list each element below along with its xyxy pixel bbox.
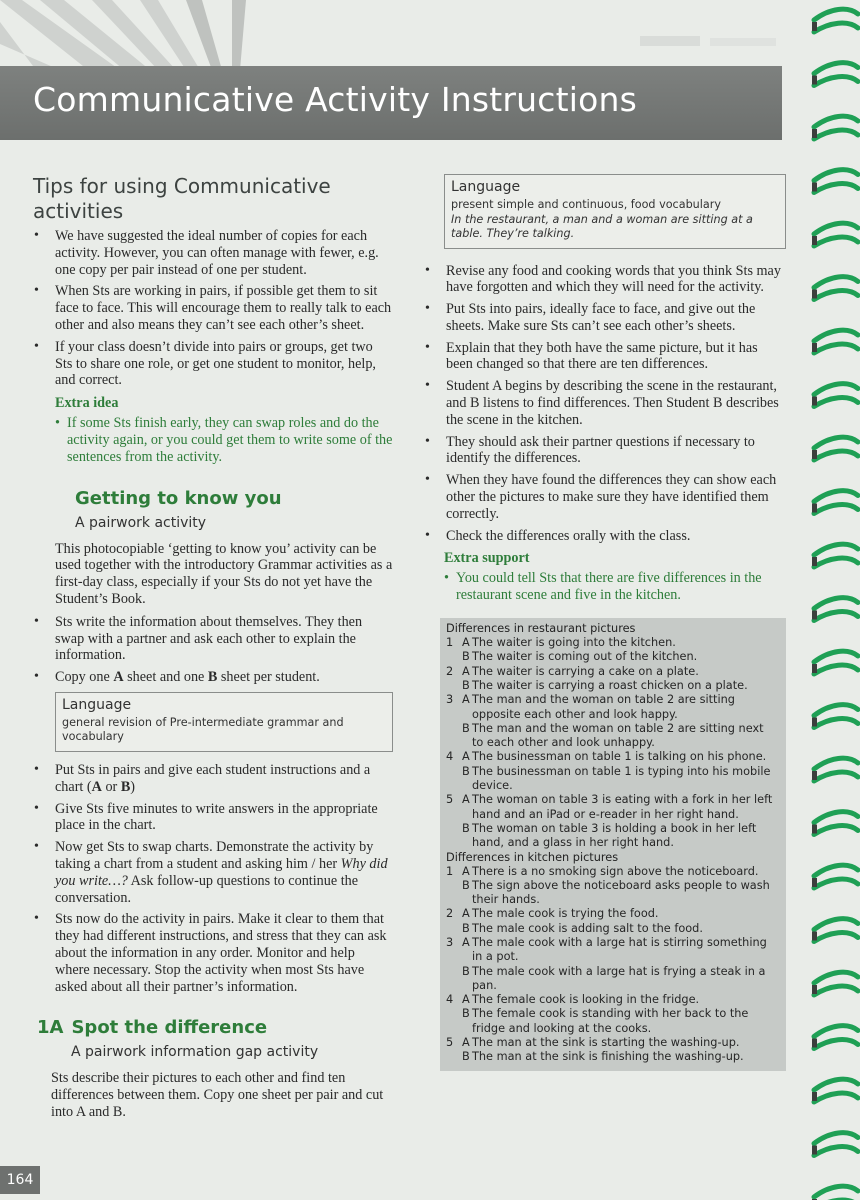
list-item: • Check the differences orally with the class. bbox=[424, 528, 786, 545]
spot-difference-subtitle: A pairwork information gap activity bbox=[71, 1044, 319, 1061]
difference-row bbox=[446, 679, 778, 693]
binding-hole bbox=[812, 878, 817, 887]
binding-hole bbox=[812, 504, 817, 513]
binding-ring bbox=[814, 9, 858, 32]
restaurant-differences-heading: Differences in restaurant pictures bbox=[446, 622, 636, 636]
copy-text-a: A bbox=[113, 669, 124, 686]
right-column bbox=[424, 174, 786, 1071]
binding-hole bbox=[812, 397, 817, 406]
language-box-spot bbox=[444, 174, 786, 249]
binding-hole bbox=[812, 985, 817, 994]
difference-number: 4 bbox=[446, 993, 454, 1007]
binding-ring bbox=[814, 544, 858, 567]
copy-text-mid: sheet and one bbox=[123, 669, 208, 686]
binding-ring bbox=[814, 812, 858, 835]
chart-text-b: B bbox=[120, 778, 131, 795]
language-heading: Language bbox=[451, 179, 521, 195]
language-heading: Language bbox=[62, 696, 132, 713]
extra-idea-list bbox=[55, 415, 393, 465]
list-item: • Revise any food and cooking words that you think Sts may have forgotten and which they will need for the activity. bbox=[424, 263, 786, 297]
swap-text-italic: Why did you write…? bbox=[55, 855, 388, 889]
difference-text: The female cook is standing with her back to the fridge and looking at the cooks. bbox=[472, 1007, 749, 1035]
binding-hole bbox=[812, 129, 817, 138]
difference-number: 2 bbox=[446, 664, 454, 678]
difference-number: 3 bbox=[446, 693, 454, 707]
binding-ring bbox=[814, 223, 858, 246]
swap-text-post: Ask follow-up questions to continue the conversation. bbox=[55, 872, 359, 906]
list-item bbox=[33, 669, 393, 686]
binding-hole bbox=[812, 611, 817, 620]
list-item: • If your class doesn’t divide into pairs or groups, get two Sts to share one role, or get one student to monitor, help, and correct. bbox=[33, 339, 393, 389]
copy-text-post: sheet per student. bbox=[217, 669, 320, 686]
binding-ring bbox=[814, 1079, 858, 1102]
swap-text-pre: Now get Sts to swap charts. Demonstrate the activity by taking a chart from a student and asking him / her bbox=[55, 839, 374, 872]
difference-text: The female cook is looking in the fridge. bbox=[472, 993, 700, 1007]
chart-text-post: ) bbox=[130, 778, 136, 795]
binding-hole bbox=[812, 183, 817, 192]
binding-hole bbox=[812, 450, 817, 459]
difference-row bbox=[446, 1007, 778, 1036]
difference-number bbox=[446, 822, 462, 851]
binding-ring bbox=[814, 758, 858, 781]
list-item bbox=[33, 839, 393, 906]
binding-hole bbox=[812, 290, 817, 299]
binding-ring bbox=[814, 277, 858, 300]
difference-text: The male cook with a large hat is frying a steak in a pan. bbox=[472, 964, 766, 992]
difference-letter: B bbox=[462, 1050, 470, 1064]
binding-ring bbox=[814, 1026, 858, 1049]
list-item: • When they have found the differences they can show each other the pictures to make sure they have identified them correctly. bbox=[424, 472, 786, 522]
difference-letter: B bbox=[462, 678, 470, 692]
difference-number bbox=[446, 650, 462, 664]
binding-hole bbox=[812, 236, 817, 245]
difference-letter: B bbox=[462, 964, 470, 978]
binding-ring bbox=[814, 865, 858, 888]
difference-text: The male cook is adding salt to the food. bbox=[472, 921, 703, 935]
section-number: 1A bbox=[37, 1017, 64, 1039]
difference-row bbox=[446, 1050, 778, 1064]
difference-row bbox=[446, 793, 778, 822]
difference-text: The male cook with a large hat is stirring something in a pot. bbox=[472, 935, 767, 964]
difference-letter: A bbox=[462, 664, 470, 678]
difference-text: There is a no smoking sign above the noticeboard. bbox=[472, 864, 759, 878]
difference-text: The woman on table 3 is holding a book in her left hand, and a glass in her right hand. bbox=[472, 821, 757, 850]
difference-number bbox=[446, 765, 462, 794]
copy-text-pre: Copy one bbox=[55, 669, 114, 686]
difference-letter: A bbox=[462, 864, 470, 878]
list-item bbox=[33, 762, 393, 796]
chart-text-pre: Put Sts in pairs and give each student instructions and a chart ( bbox=[55, 761, 371, 795]
difference-letter: A bbox=[462, 907, 470, 921]
sunburst-decoration bbox=[0, 0, 300, 70]
difference-number bbox=[446, 922, 462, 936]
binding-ring bbox=[814, 384, 858, 407]
list-item: • They should ask their partner questions if necessary to identify the differences. bbox=[424, 434, 786, 468]
getting-to-know-you-heading: Getting to know you bbox=[75, 487, 282, 509]
spot-intro: Sts describe their pictures to each other and find ten differences between them. Copy one sheet per pair and cut into A and B. bbox=[51, 1070, 384, 1120]
spot-difference-heading bbox=[37, 1017, 393, 1038]
difference-text: The businessman on table 1 is talking on his phone. bbox=[472, 750, 767, 764]
extra-support-list bbox=[444, 570, 786, 604]
language-text: present simple and continuous, food vocabulary bbox=[451, 198, 721, 211]
getting-list-2 bbox=[33, 762, 393, 995]
difference-text: The woman on table 3 is eating with a fork in her left hand and an iPad or e-reader in her right hand. bbox=[472, 793, 773, 821]
difference-number bbox=[446, 722, 462, 751]
difference-number: 4 bbox=[446, 750, 454, 764]
difference-letter: A bbox=[462, 636, 470, 650]
difference-letter: B bbox=[462, 921, 470, 935]
list-item: • Give Sts five minutes to write answers in the appropriate place in the chart. bbox=[33, 801, 393, 835]
section-title: Spot the difference bbox=[71, 1017, 268, 1039]
binding-ring bbox=[814, 170, 858, 193]
binding-hole bbox=[812, 718, 817, 727]
show-through-text-decoration bbox=[640, 34, 780, 48]
list-item: • When Sts are working in pairs, if possible get them to sit face to face. This will encourage them to really talk to each other and also means they can’t see each other’s sheet. bbox=[33, 283, 393, 333]
difference-text: The man at the sink is starting the washing-up. bbox=[472, 1036, 740, 1050]
binding-hole bbox=[812, 557, 817, 566]
difference-row bbox=[446, 993, 778, 1007]
difference-row bbox=[446, 907, 778, 921]
difference-row bbox=[446, 1036, 778, 1050]
left-column bbox=[33, 174, 393, 1127]
binding-ring bbox=[814, 651, 858, 674]
copy-text-b: B bbox=[207, 669, 218, 686]
getting-list-1 bbox=[33, 614, 393, 686]
difference-number: 5 bbox=[446, 793, 454, 807]
binding-hole bbox=[812, 1146, 817, 1155]
difference-row bbox=[446, 765, 778, 794]
binding-hole bbox=[812, 664, 817, 673]
difference-letter: A bbox=[462, 993, 470, 1007]
difference-text: The male cook is trying the food. bbox=[472, 907, 659, 921]
list-item: • Put Sts into pairs, ideally face to face, and give out the sheets. Make sure Sts can’t see each other’s sheets. bbox=[424, 301, 786, 335]
difference-number bbox=[446, 879, 462, 908]
binding-ring bbox=[814, 63, 858, 86]
list-item: • If some Sts finish early, they can swap roles and do the activity again, or you could get them to write some of the sentences from the activity. bbox=[55, 415, 393, 465]
difference-letter: A bbox=[462, 935, 470, 949]
difference-text: The man at the sink is finishing the washing-up. bbox=[472, 1050, 744, 1064]
difference-number: 3 bbox=[446, 935, 454, 949]
list-item: • Explain that they both have the same picture, but it has been changed so that there are ten differences. bbox=[424, 340, 786, 374]
difference-number: 1 bbox=[446, 864, 454, 878]
difference-row bbox=[446, 750, 778, 764]
difference-text: The waiter is carrying a cake on a plate. bbox=[472, 664, 699, 678]
extra-support-heading: Extra support bbox=[444, 550, 530, 567]
tips-list bbox=[33, 228, 393, 389]
binding-ring bbox=[814, 116, 858, 139]
list-item: • Sts write the information about themselves. They then swap with a partner and ask each other to explain the information. bbox=[33, 614, 393, 664]
binding-ring bbox=[814, 919, 858, 942]
difference-row bbox=[446, 879, 778, 908]
difference-letter: A bbox=[462, 1036, 470, 1050]
binding-hole bbox=[812, 771, 817, 780]
difference-row bbox=[446, 650, 778, 664]
binding-ring bbox=[814, 491, 858, 514]
list-item: • Student A begins by describing the scene in the restaurant, and B listens to find differences. Then Student B describes the scene in the kitchen. bbox=[424, 378, 786, 428]
spot-steps-list bbox=[424, 263, 786, 545]
difference-number bbox=[446, 679, 462, 693]
restaurant-differences-list bbox=[446, 636, 778, 850]
difference-text: The waiter is going into the kitchen. bbox=[472, 636, 676, 650]
binding-ring bbox=[814, 972, 858, 995]
difference-number bbox=[446, 1007, 462, 1036]
binding-hole bbox=[812, 825, 817, 834]
page-title: Communicative Activity Instructions bbox=[33, 80, 638, 119]
language-text: general revision of Pre-intermediate grammar and vocabulary bbox=[62, 715, 344, 744]
difference-letter: B bbox=[462, 1007, 470, 1021]
list-item: • Sts now do the activity in pairs. Make it clear to them that they had different instructions, and stress that they can ask about the information in any order. Monitor and help where necessary. Stop the activity when most Sts have asked about all their partner’s information. bbox=[33, 911, 393, 995]
difference-row bbox=[446, 665, 778, 679]
difference-letter: B bbox=[462, 878, 470, 892]
binding-ring bbox=[814, 1186, 858, 1200]
chart-text-a: A bbox=[91, 778, 102, 795]
binding-hole bbox=[812, 22, 817, 31]
tips-heading: Tips for using Communicative activities bbox=[33, 174, 331, 223]
getting-intro: This photocopiable ‘getting to know you’ activity can be used together with the introductory Grammar activities as a first-day class, especially if your Sts do not yet have the Student’s Book. bbox=[55, 540, 393, 607]
binding-ring bbox=[814, 330, 858, 353]
chart-text-mid: or bbox=[101, 778, 121, 795]
difference-text: The businessman on table 1 is typing into his mobile device. bbox=[472, 764, 771, 793]
difference-row bbox=[446, 636, 778, 650]
difference-number bbox=[446, 1050, 462, 1064]
difference-number: 1 bbox=[446, 636, 454, 650]
difference-letter: B bbox=[462, 821, 470, 835]
difference-text: The waiter is carrying a roast chicken on a plate. bbox=[472, 678, 748, 692]
difference-letter: A bbox=[462, 750, 470, 764]
difference-text: The sign above the noticeboard asks people to wash their hands. bbox=[472, 878, 770, 907]
binding-ring bbox=[814, 598, 858, 621]
binding-hole bbox=[812, 1039, 817, 1048]
getting-to-know-you-subtitle: A pairwork activity bbox=[75, 514, 207, 531]
binding-hole bbox=[812, 1092, 817, 1101]
binding-ring bbox=[814, 437, 858, 460]
extra-idea-heading: Extra idea bbox=[55, 395, 119, 412]
difference-letter: A bbox=[462, 793, 470, 807]
difference-text: The man and the woman on table 2 are sitting opposite each other and look happy. bbox=[472, 693, 735, 721]
difference-text: The man and the woman on table 2 are sitting next to each other and look unhappy. bbox=[472, 721, 764, 750]
binding-ring bbox=[814, 1133, 858, 1156]
difference-letter: B bbox=[462, 764, 470, 778]
spiral-binding bbox=[808, 0, 860, 1200]
language-example: In the restaurant, a man and a woman are sitting at a table. They’re talking. bbox=[451, 212, 753, 240]
difference-number: 2 bbox=[446, 907, 454, 921]
page-number: 164 bbox=[0, 1166, 40, 1194]
difference-row bbox=[446, 693, 778, 722]
binding-hole bbox=[812, 76, 817, 85]
kitchen-differences-heading: Differences in kitchen pictures bbox=[446, 850, 619, 864]
differences-box bbox=[440, 618, 786, 1071]
language-box-getting bbox=[55, 692, 393, 752]
kitchen-differences-list bbox=[446, 865, 778, 1065]
difference-letter: B bbox=[462, 650, 470, 664]
difference-row bbox=[446, 822, 778, 851]
list-item: • We have suggested the ideal number of copies for each activity. However, you can often manage with fewer, e.g. one copy per pair instead of one per student. bbox=[33, 228, 393, 278]
binding-hole bbox=[812, 932, 817, 941]
binding-ring bbox=[814, 705, 858, 728]
difference-row bbox=[446, 722, 778, 751]
difference-row bbox=[446, 936, 778, 965]
difference-text: The waiter is coming out of the kitchen. bbox=[472, 650, 698, 664]
difference-number: 5 bbox=[446, 1036, 454, 1050]
difference-row bbox=[446, 922, 778, 936]
binding-hole bbox=[812, 343, 817, 352]
list-item: • You could tell Sts that there are five differences in the restaurant scene and five in the kitchen. bbox=[444, 570, 786, 604]
difference-row bbox=[446, 965, 778, 994]
difference-letter: A bbox=[462, 693, 470, 707]
difference-number bbox=[446, 965, 462, 994]
difference-letter: B bbox=[462, 721, 470, 735]
difference-row bbox=[446, 865, 778, 879]
